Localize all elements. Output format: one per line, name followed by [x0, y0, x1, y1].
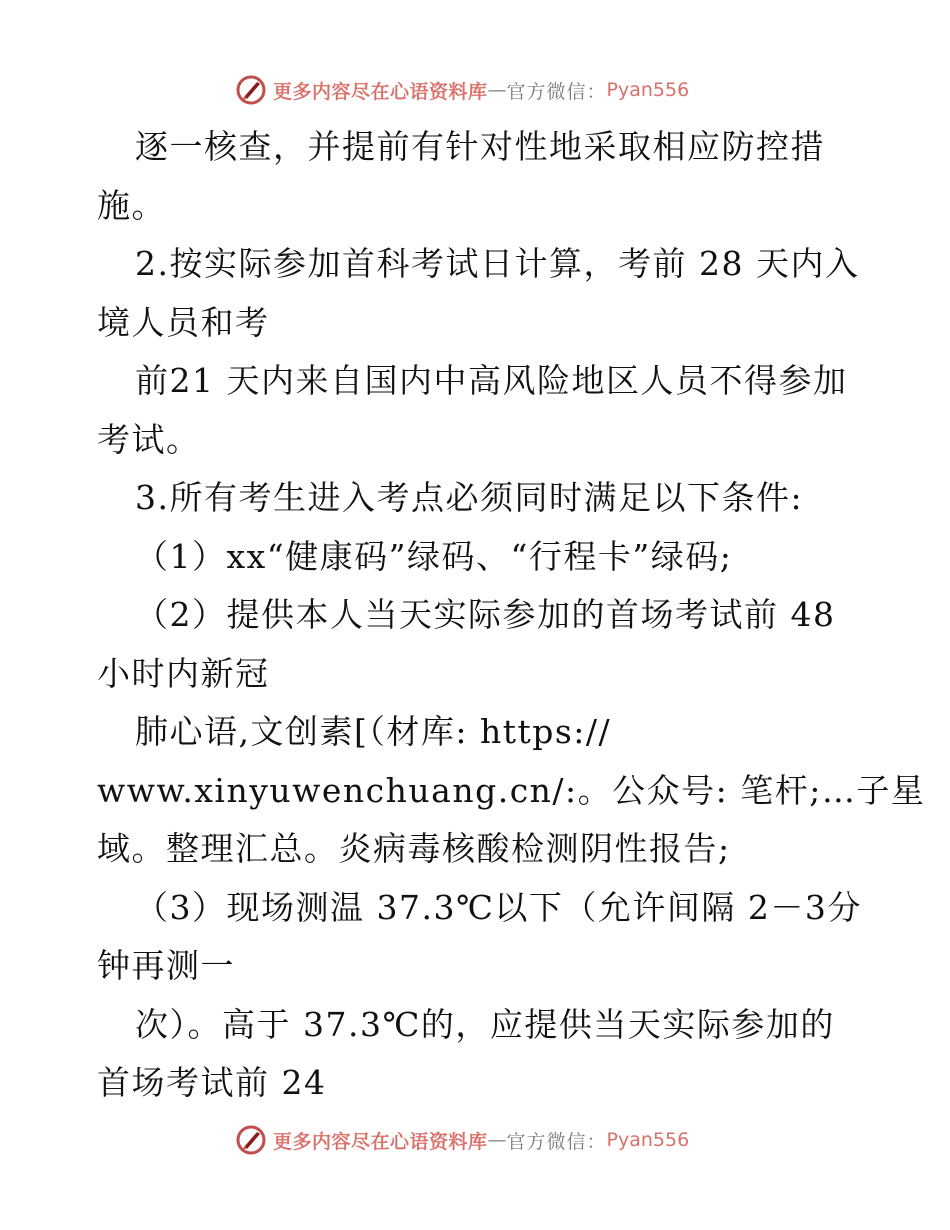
document-body — [97, 118, 926, 1113]
watermark-official-label: 官方微信： — [506, 80, 607, 103]
text-line: 3.所有考生进入考点必须同时满足以下条件: — [135, 478, 804, 517]
text-line: 域。整理汇总。炎病毒核酸检测阴性报告; — [97, 829, 731, 868]
header-watermark — [235, 73, 689, 107]
watermark-separator: — — [487, 79, 507, 101]
text-line: 首场考试前 24 — [97, 1063, 327, 1102]
text-line: 境人员和考 — [97, 302, 270, 342]
watermark-brand-text: 更多内容尽在心语资料库 — [273, 80, 488, 103]
text-line: 小时内新冠 — [97, 653, 270, 693]
text-line: （2）提供本人当天实际参加的首场考试前 48 — [135, 595, 836, 634]
watermark-brand-text: 更多内容尽在心语资料库 — [273, 1130, 488, 1153]
watermark-wechat-id: Pyan556 — [606, 79, 690, 101]
watermark-wechat-id: Pyan556 — [606, 1129, 690, 1151]
watermark-official-label: 官方微信： — [506, 1130, 607, 1153]
text-line: 施。 — [97, 185, 166, 225]
text-line: www.xinyuwenchuang.cn/:。公众号: 笔杆;…子星 — [97, 770, 926, 810]
text-line: 逐一核查，并提前有针对性地采取相应防控措 — [135, 127, 825, 166]
watermark-separator: — — [487, 1129, 507, 1151]
text-line: （1）xx“健康码”绿码、“行程卡”绿码; — [135, 536, 733, 576]
footer-watermark — [235, 1123, 689, 1157]
quill-seal-icon — [235, 74, 267, 106]
text-line: 考试。 — [97, 419, 201, 459]
text-line: 2.按实际参加首科考试日计算，考前 28 天内入 — [135, 244, 860, 283]
text-line: 前21 天内来自国内中高风险地区人员不得参加 — [135, 361, 848, 400]
text-line: 次）。高于 37.3℃的，应提供当天实际参加的 — [135, 1004, 835, 1044]
text-line: 钟再测一 — [97, 946, 235, 985]
text-line: （3）现场测温 37.3℃以下（允许间隔 2－3分 — [135, 887, 862, 927]
text-line: 肺心语,文创素[（材库: https:// — [135, 712, 612, 751]
quill-seal-icon — [235, 1124, 267, 1156]
